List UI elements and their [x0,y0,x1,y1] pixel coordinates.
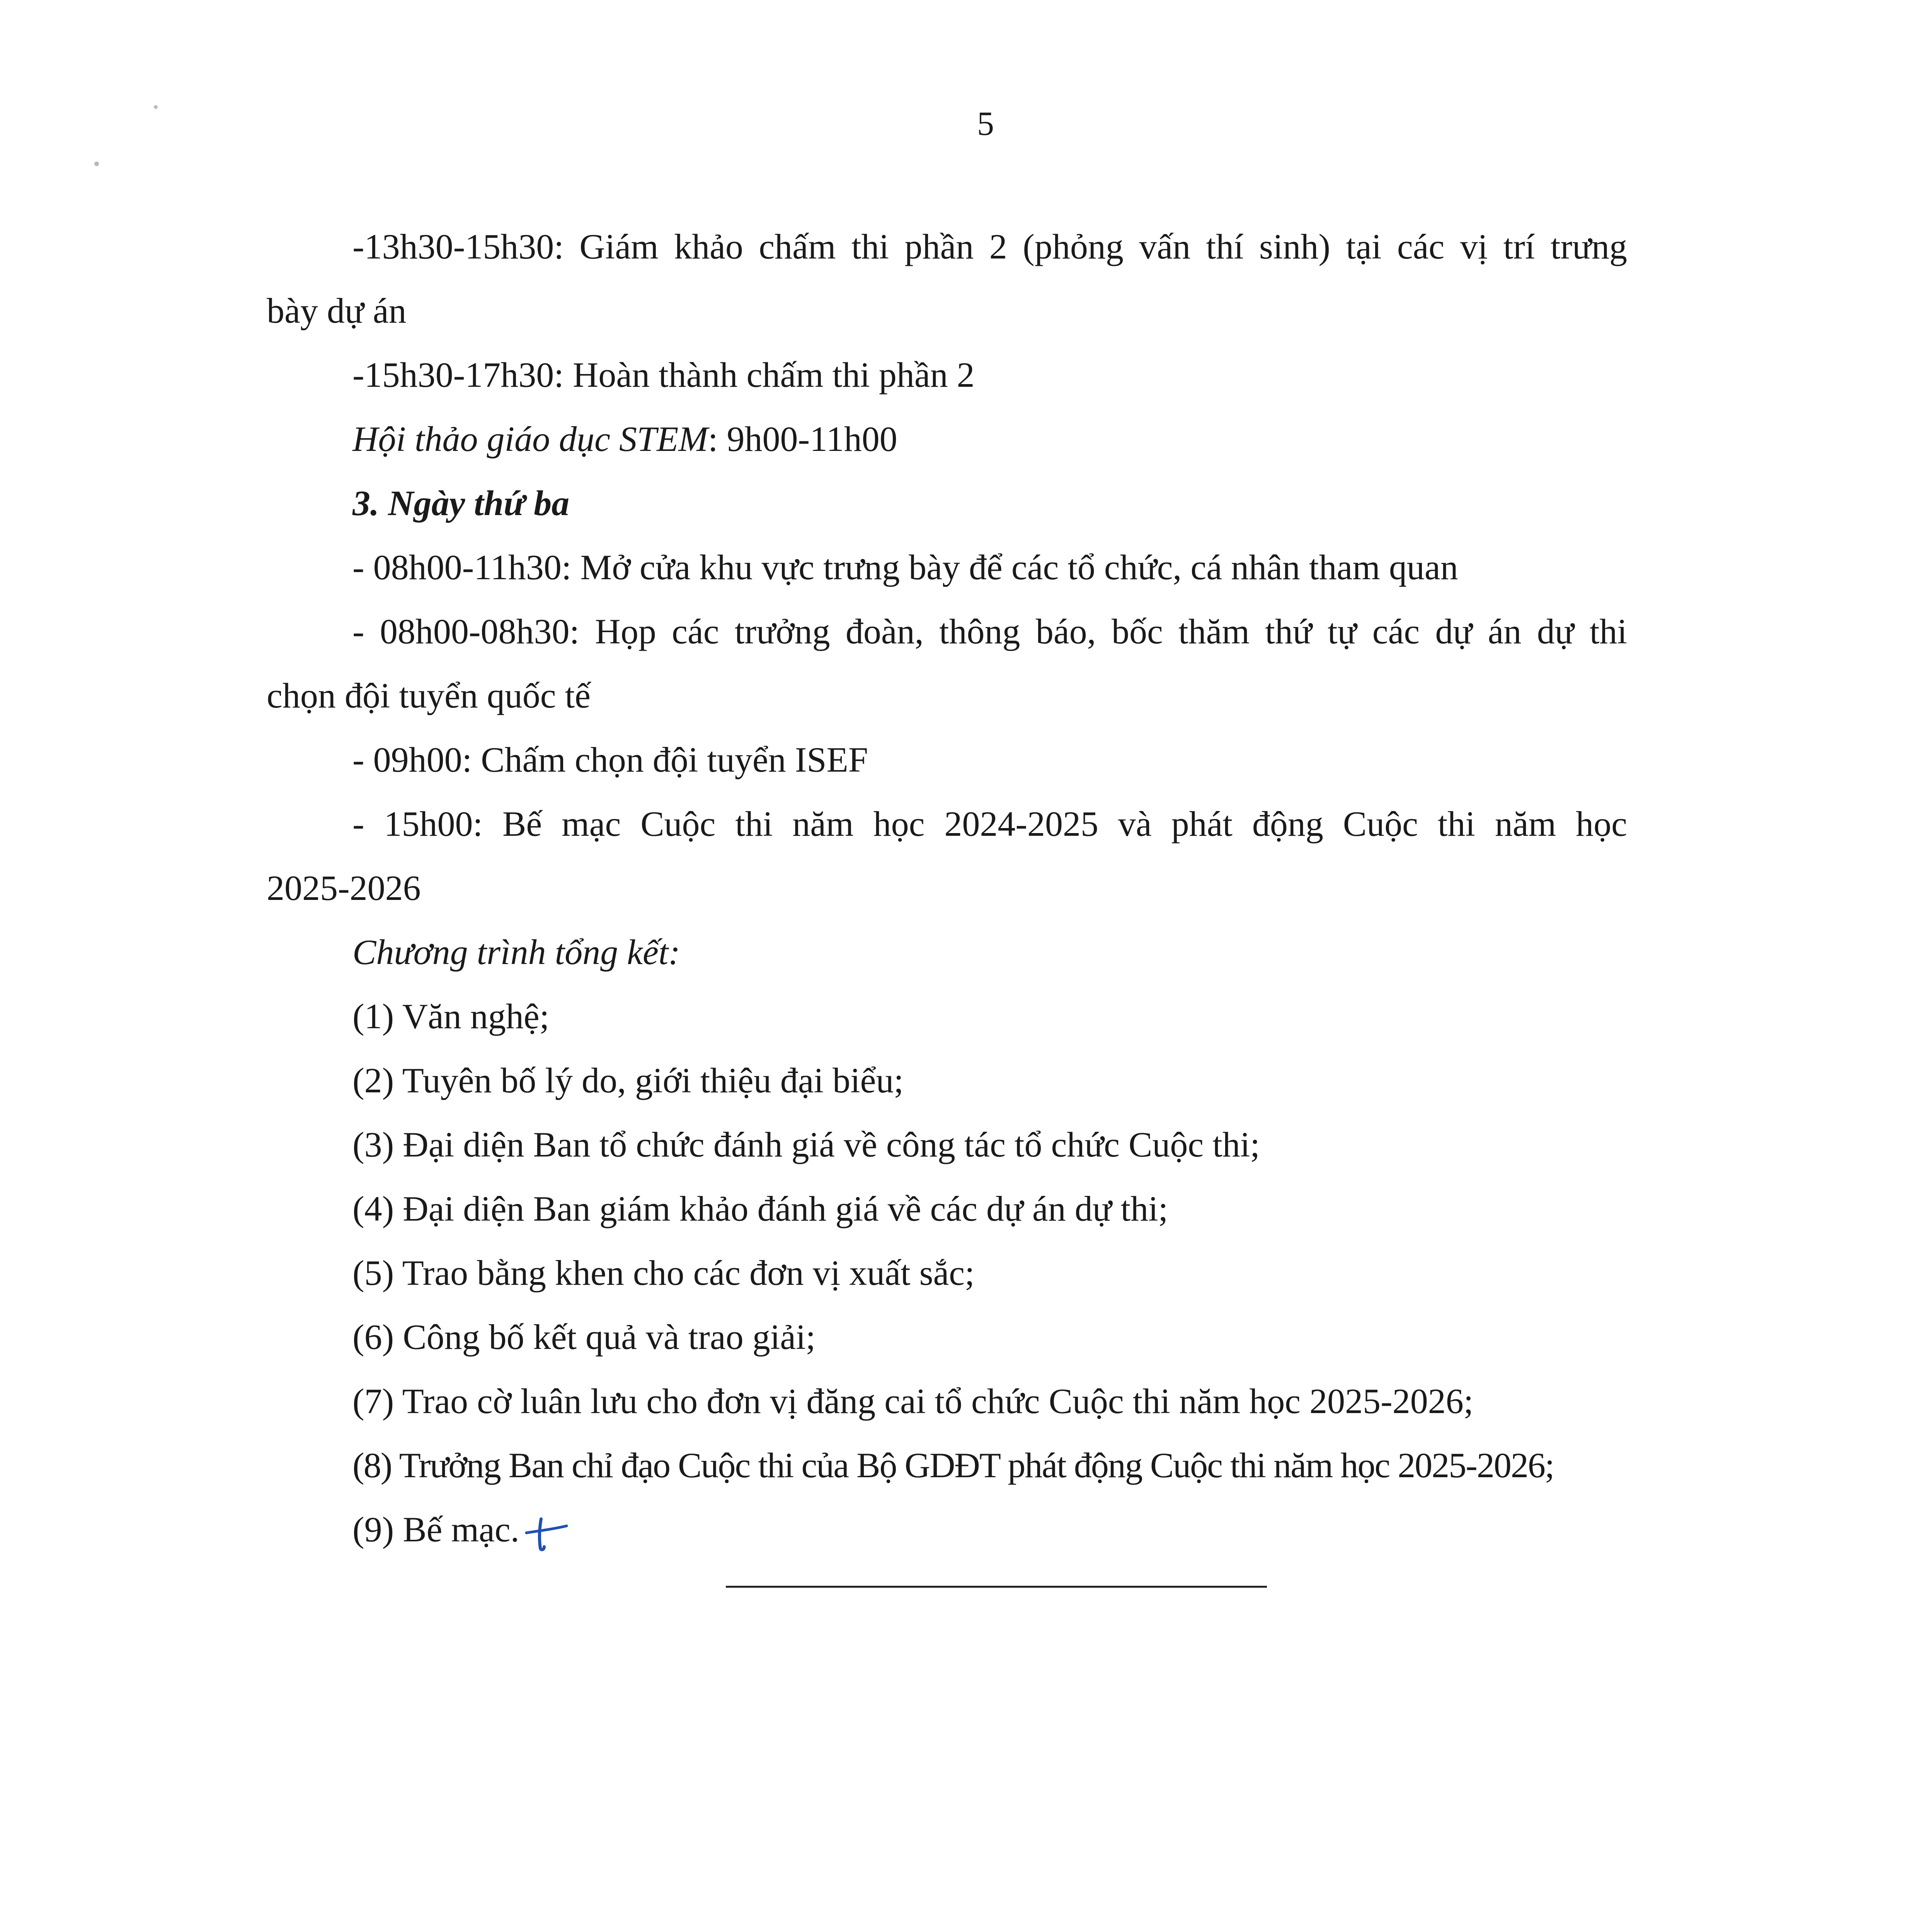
closing-item-9-line [267,1497,1627,1561]
day2-line-1: -13h30-15h30: Giám khảo chấm thi phần 2 (phỏng vấn thí sinh) tại các vị trí trưng [352,227,1627,266]
closing-item-2: (2) Tuyên bố lý do, giới thiệu đại biểu; [352,1061,904,1100]
closing-item-7: (7) Trao cờ luân lưu cho đơn vị đăng cai tổ chức Cuộc thi năm học 2025-2026; [352,1381,1474,1421]
day3-heading: 3. Ngày thứ ba [352,483,570,523]
day2-line-2: -15h30-17h30: Hoàn thành chấm thi phần 2 [352,355,975,395]
closing-item-5: (5) Trao bằng khen cho các đơn vị xuất sắc; [352,1253,975,1293]
day3-item-3: - 09h00: Chấm chọn đội tuyển ISEF [352,740,868,779]
day3-item-1: - 08h00-11h30: Mở cửa khu vực trưng bày để các tổ chức, cá nhân tham quan [352,548,1458,587]
scan-dust-mark [94,162,99,166]
end-of-document-rule [726,1586,1267,1588]
page-number: 5 [977,105,994,143]
handwritten-initial-icon [523,1509,570,1548]
day3-item-2-continuation: chọn đội tuyển quốc tế [267,676,591,715]
closing-item-8: (8) Trưởng Ban chỉ đạo Cuộc thi của Bộ GDĐT phát động Cuộc thi năm học 2025-2026; [352,1446,1554,1485]
stem-seminar-label: Hội thảo giáo dục STEM [352,419,708,459]
closing-item-1: (1) Văn nghệ; [352,997,550,1036]
day3-item-2: - 08h00-08h30: Họp các trưởng đoàn, thông báo, bốc thăm thứ tự các dự án dự thi [352,612,1627,651]
closing-item-4: (4) Đại diện Ban giám khảo đánh giá về các dự án dự thi; [352,1189,1168,1228]
day3-item-4: - 15h00: Bế mạc Cuộc thi năm học 2024-2025 và phát động Cuộc thi năm học [352,804,1627,844]
day3-item-4-continuation: 2025-2026 [267,868,421,908]
closing-item-6: (6) Công bố kết quả và trao giải; [352,1317,816,1357]
day2-line-1-continuation: bày dự án [267,291,407,330]
stem-seminar-time: : 9h00-11h00 [708,419,897,459]
document-body [267,214,1627,1561]
stem-seminar-line [267,407,1627,471]
closing-item-3: (3) Đại diện Ban tổ chức đánh giá về công tác tổ chức Cuộc thi; [352,1125,1260,1164]
closing-program-heading: Chương trình tổng kết: [352,932,680,972]
closing-item-9: (9) Bế mạc. [352,1510,519,1549]
